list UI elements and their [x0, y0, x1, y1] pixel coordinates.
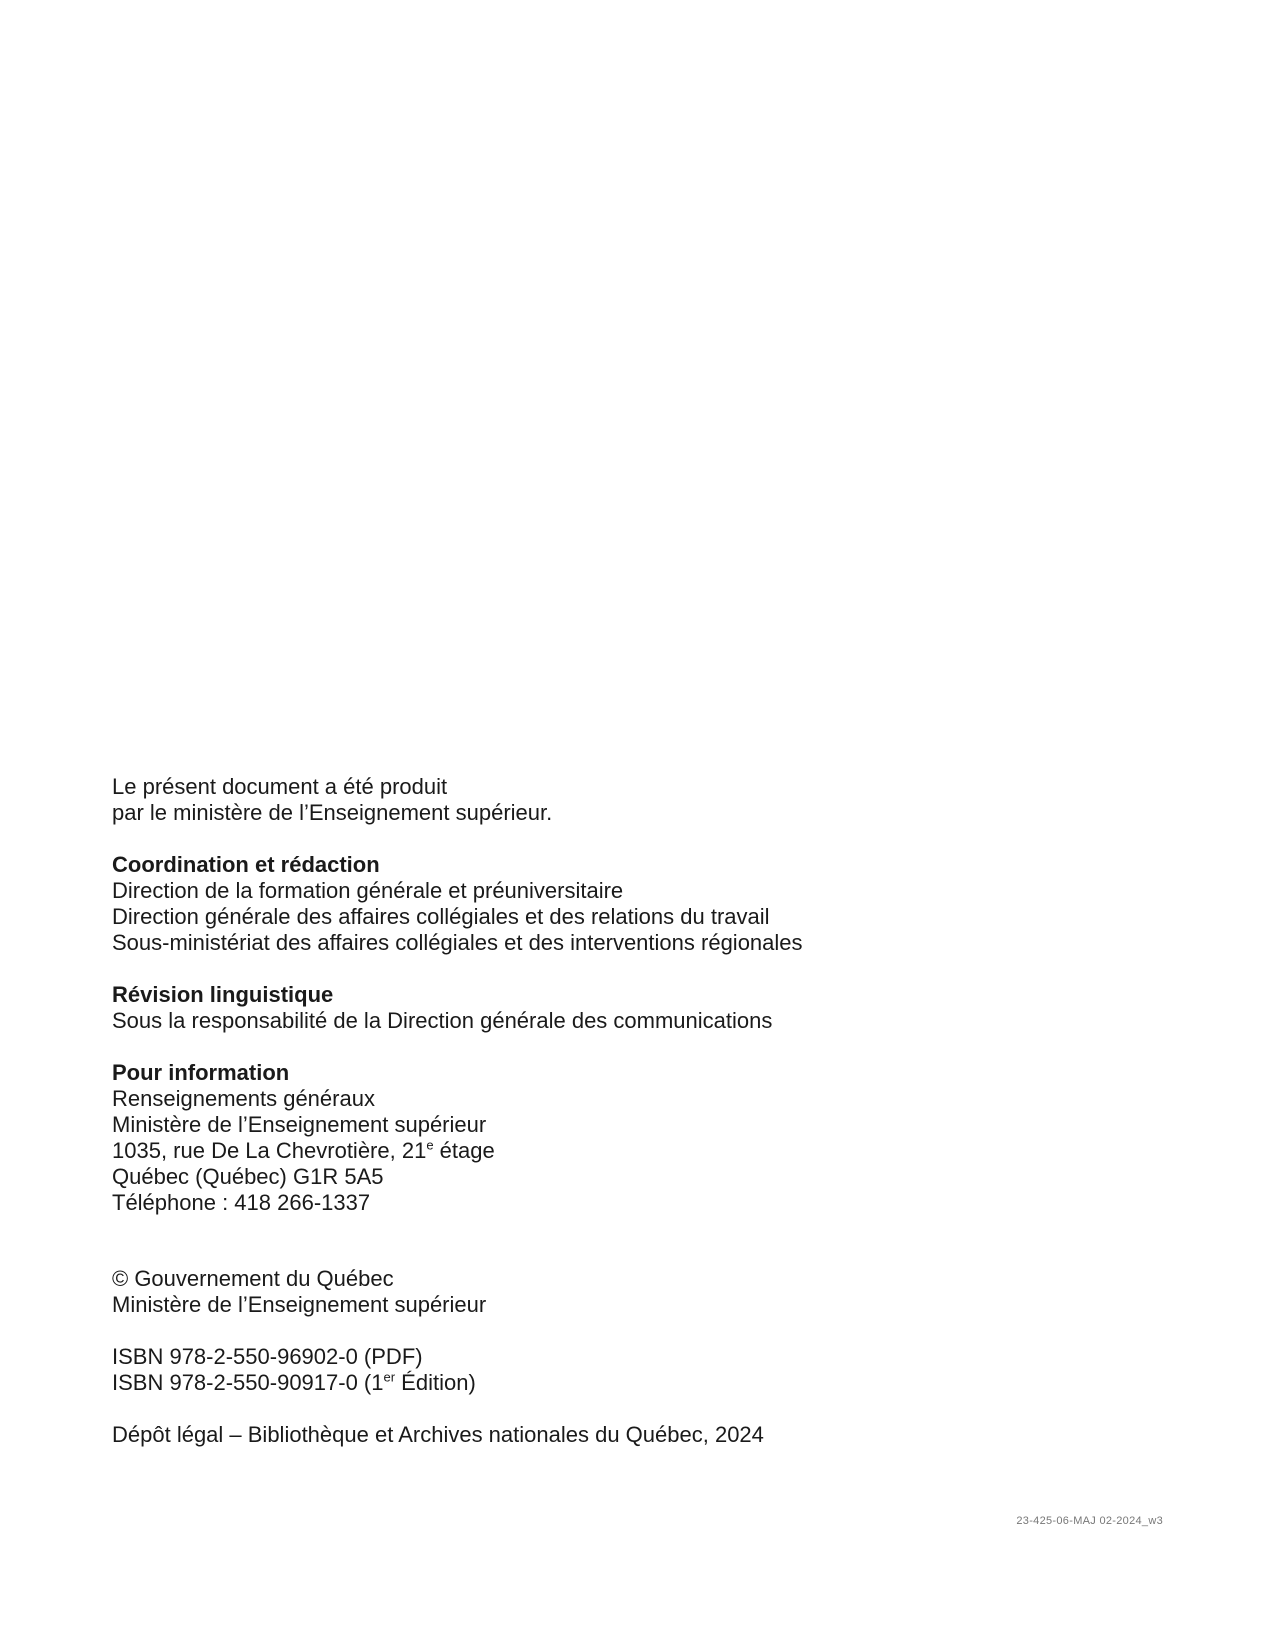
information-general: Renseignements généraux — [112, 1086, 375, 1111]
spacer — [112, 1034, 1112, 1060]
isbn-first-suffix: Édition) — [395, 1370, 476, 1395]
colophon — [112, 774, 1112, 1448]
spacer — [112, 1216, 1112, 1266]
information-address — [112, 1138, 1112, 1164]
isbn-first-edition — [112, 1370, 1112, 1396]
document-reference-code: 23-425-06-MAJ 02-2024_w3 — [1016, 1515, 1163, 1527]
spacer — [112, 956, 1112, 982]
intro-line-1: Le présent document a été produit — [112, 774, 448, 799]
isbn-first-prefix: ISBN 978-2-550-90917-0 (1 — [112, 1370, 384, 1395]
coordination-line-3: Sous-ministériat des affaires collégiales et des interventions régionales — [112, 930, 803, 955]
information-city: Québec (Québec) G1R 5A5 — [112, 1164, 384, 1189]
spacer — [112, 826, 1112, 852]
intro-line-2: par le ministère de l’Enseignement supérieur. — [112, 800, 553, 825]
copyright-line-1: © Gouvernement du Québec — [112, 1266, 394, 1291]
legal-deposit: Dépôt légal – Bibliothèque et Archives nationales du Québec, 2024 — [112, 1422, 764, 1447]
revision-line: Sous la responsabilité de la Direction générale des communications — [112, 1008, 773, 1033]
information-ministry: Ministère de l’Enseignement supérieur — [112, 1112, 487, 1137]
isbn-first-superscript: er — [383, 1369, 396, 1385]
coordination-heading: Coordination et rédaction — [112, 852, 380, 877]
coordination-line-1: Direction de la formation générale et préuniversitaire — [112, 878, 624, 903]
information-phone: Téléphone : 418 266-1337 — [112, 1190, 371, 1215]
spacer — [112, 1318, 1112, 1344]
spacer — [112, 1396, 1112, 1422]
isbn-pdf: ISBN 978-2-550-96902-0 (PDF) — [112, 1344, 423, 1369]
revision-heading: Révision linguistique — [112, 982, 334, 1007]
address-superscript: e — [426, 1137, 434, 1153]
coordination-line-2: Direction générale des affaires collégiales et des relations du travail — [112, 904, 770, 929]
copyright-line-2: Ministère de l’Enseignement supérieur — [112, 1292, 487, 1317]
address-suffix: étage — [433, 1138, 495, 1163]
information-heading: Pour information — [112, 1060, 290, 1085]
address-prefix: 1035, rue De La Chevrotière, 21 — [112, 1138, 427, 1163]
